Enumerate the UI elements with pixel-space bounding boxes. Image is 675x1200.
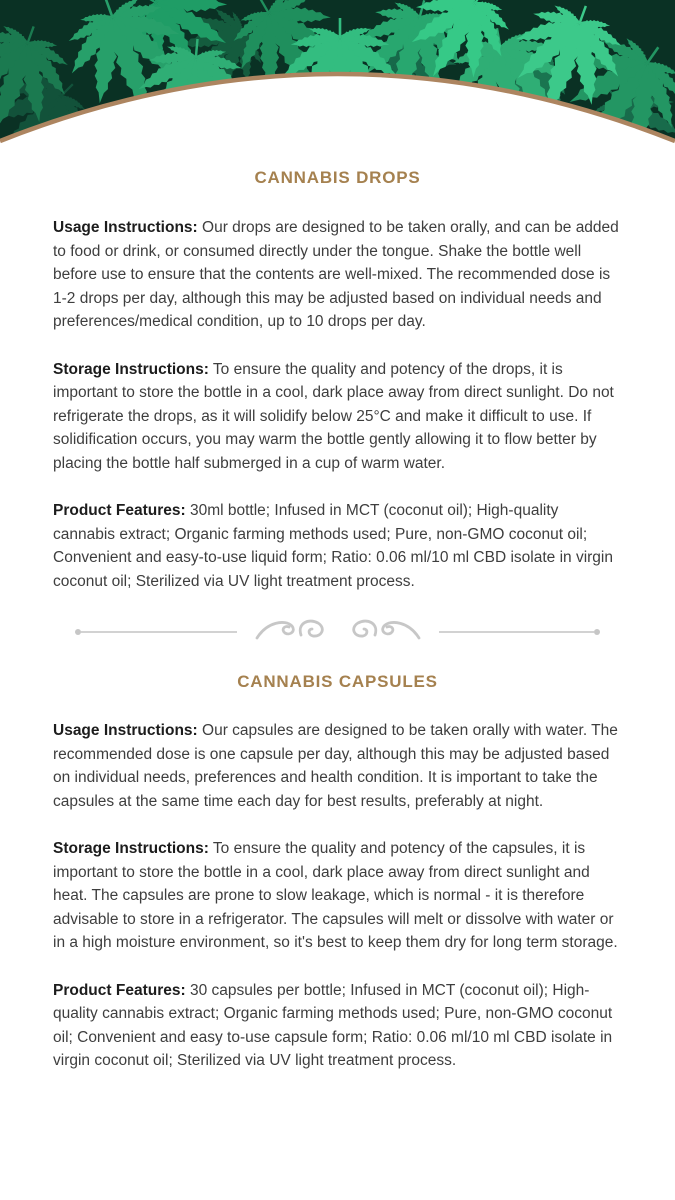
paragraph-text: 30 capsules per bottle; Infused in MCT (coconut oil); High-quality cannabis extract; Organic farming methods used; Pure, non-GMO coconut oil; Convenient and easy to-use capsule form; Ratio: 0.06 ml/10 ml CBD isolate in virgin coconut oil; Sterilized via UV light treatment process.	[53, 981, 613, 1069]
header-banner	[0, 0, 675, 155]
section-title-capsules: CANNABIS CAPSULES	[237, 672, 438, 691]
paragraph-label: Storage Instructions:	[53, 840, 209, 857]
paragraph-text: To ensure the quality and potency of the capsules, it is important to store the bottle in a cool, dark place away from direct sunlight and heat. The capsules are prone to slow leakage, which is normal - it is therefore advisable to store in a refrigerator. The capsules will melt or dissolve with water or in a high moisture environment, so it's best to keep them dry for long term storage.	[53, 840, 618, 951]
capsules-storage-paragraph	[53, 837, 622, 955]
page-content	[0, 168, 675, 1073]
paragraph-text: To ensure the quality and potency of the drops, it is important to store the bottle in a cool, dark place away from direct sunlight. Do not refrigerate the drops, as it will solidify below 25°C and make it difficult to use. If solidification occurs, you may warm the bottle gently allowing it to flow better by placing the bottle half submerged in a cup of warm water.	[53, 360, 614, 472]
divider-end-dot	[594, 629, 600, 635]
paragraph-label: Storage Instructions:	[53, 360, 209, 378]
paragraph-label: Product Features:	[53, 981, 186, 999]
paragraph-label: Usage Instructions:	[53, 219, 198, 236]
drops-features-paragraph	[53, 499, 622, 593]
flourish-ornament-icon	[253, 617, 423, 647]
paragraph-text: Our capsules are designed to be taken orally with water. The recommended dose is one capsule per day, although this may be adjusted based on individual needs, preferences and health condition. It is important to take the capsules at the same time each day for best results, preferably at night.	[53, 722, 618, 810]
section-cannabis-drops	[53, 168, 622, 593]
section-title-drops: CANNABIS DROPS	[254, 168, 421, 187]
paragraph-label: Usage Instructions:	[53, 722, 198, 739]
section-cannabis-capsules	[53, 672, 622, 1073]
divider-line	[81, 631, 237, 633]
ornamental-divider	[75, 617, 600, 647]
cannabis-leaves-artwork	[0, 0, 675, 155]
paragraph-label: Product Features:	[53, 502, 186, 519]
drops-storage-paragraph	[53, 358, 622, 476]
paragraph-text: Our drops are designed to be taken orally, and can be added to food or drink, or consumed directly under the tongue. Shake the bottle well before use to ensure that the contents are well-mixed. The recommended dose is 1-2 drops per day, although this may be adjusted based on individual needs and preferences/medical condition, up to 10 drops per day.	[53, 219, 619, 330]
divider-line	[439, 631, 595, 633]
paragraph-text: 30ml bottle; Infused in MCT (coconut oil); High-quality cannabis extract; Organic farming methods used; Pure, non-GMO coconut oil; Convenient and easy-to-use liquid form; Ratio: 0.06 ml/10 ml CBD isolate in virgin coconut oil; Sterilized via UV light treatment process.	[53, 502, 613, 590]
capsules-features-paragraph	[53, 979, 622, 1073]
drops-usage-paragraph	[53, 216, 622, 334]
capsules-usage-paragraph	[53, 719, 622, 813]
